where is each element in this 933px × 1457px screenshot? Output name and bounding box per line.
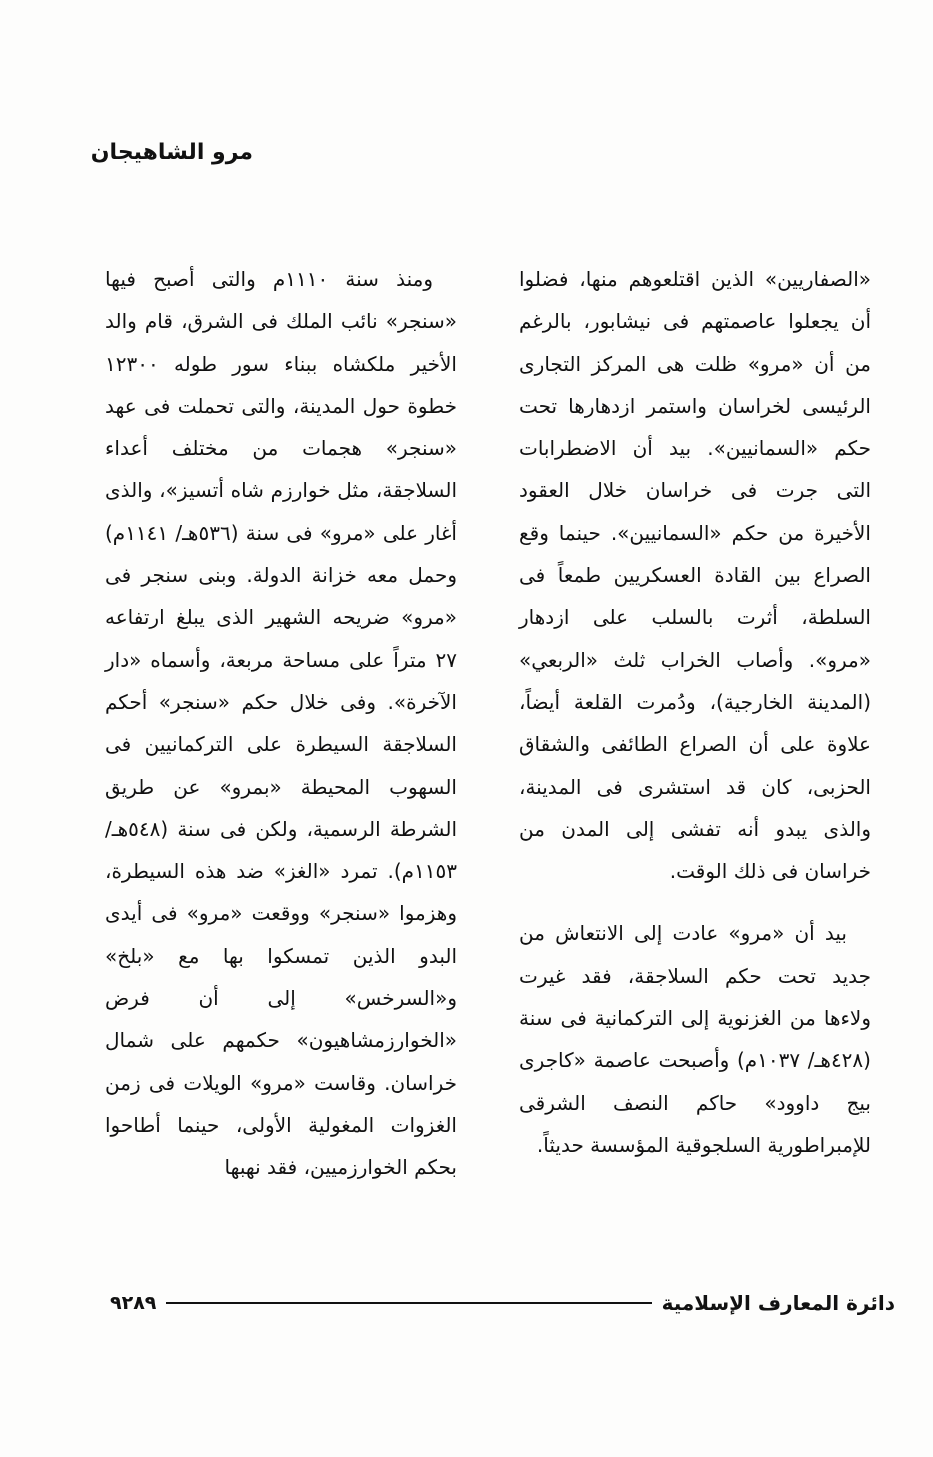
paragraph: ومنذ سنة ١١١٠م والتى أصبح فيها «سنجر» نائب الملك فى الشرق، قام والد الأخير ملكشاه ببناء سور طوله ١٢٣٠٠ خطوة حول المدينة، والتى تحملت فى عهد «سنجر» هجمات من مختلف أعداء السلاجقة، مثل خوارزم شاه أتسيز»، والذى أغار على «مرو» فى سنة (٥٣٦هـ/ ١١٤١م) وحمل معه خزانة الدولة. وبنى سنجر فى «مرو» ضريحه الشهير الذى يبلغ ارتفاعه ٢٧ متراً على مساحة مربعة، وأسماه «دار الآخرة». وفى خلال حكم «سنجر» أحكم السلاجقة السيطرة على التركمانيين فى السهوب المحيطة «بمرو» عن طريق الشرطة الرسمية، ولكن فى سنة (٥٤٨هـ/ ١١٥٣م). تمرد «الغز» ضد هذه السيطرة، وهزموا «سنجر» ووقعت «مرو» فى أيدى البدو الذين تمسكوا بها مع «بلخ» و«السرخس» إلى أن فرض «الخوارزمشاهيون» حكمهم على شمال خراسان. وقاست «مرو» الويلات فى زمن الغزوات المغولية الأولى، حينما أطاحوا بحكم الخوارزميين، فقد نهبها xyxy=(105,267,457,1180)
page-number: ٩٢٨٩ xyxy=(110,1292,157,1314)
right-text-column xyxy=(519,258,871,1166)
running-header-title: مرو الشاهيجان xyxy=(90,140,253,165)
paragraph: «الصفاريين» الذين اقتلعوهم منها، فضلوا أن يجعلوا عاصمتهم فى نيشابور، بالرغم من أن «مرو» ظلت هى المركز التجارى الرئيسى لخراسان واستمر ازدهارها تحت حكم «السمانيين». بيد أن الاضطرابات التى جرت فى خراسان خلال العقود الأخيرة من حكم «السمانيين». حينما وقع الصراع بين القادة العسكريين طمعاً فى السلطة، أثرت بالسلب على ازدهار «مرو». وأصاب الخراب ثلث «الربعي» (المدينة الخارجية)، ودُمرت القلعة أيضاً، علاوة على أن الصراع الطائفى والشقاق الحزبى، كان قد استشرى فى المدينة، والذى يبدو أنه تفشى إلى المدن من خراسان فى ذلك الوقت. xyxy=(519,267,871,884)
footer-journal-name: دائرة المعارف الإسلامية xyxy=(661,1291,895,1315)
footer-rule xyxy=(166,1302,651,1304)
paragraph: بيد أن «مرو» عادت إلى الانتعاش من جديد تحت حكم السلاجقة، فقد غيرت ولاءها من الغزنوية إلى التركمانية فى سنة (٤٢٨هـ/ ١٠٣٧م) وأصبحت عاصمة «كاجرى بيج داوود» حاكم النصف الشرقى للإمبراطورية السلجوقية المؤسسة حديثاً. xyxy=(519,921,871,1157)
left-text-column xyxy=(105,258,457,1189)
page-footer xyxy=(110,1288,895,1318)
